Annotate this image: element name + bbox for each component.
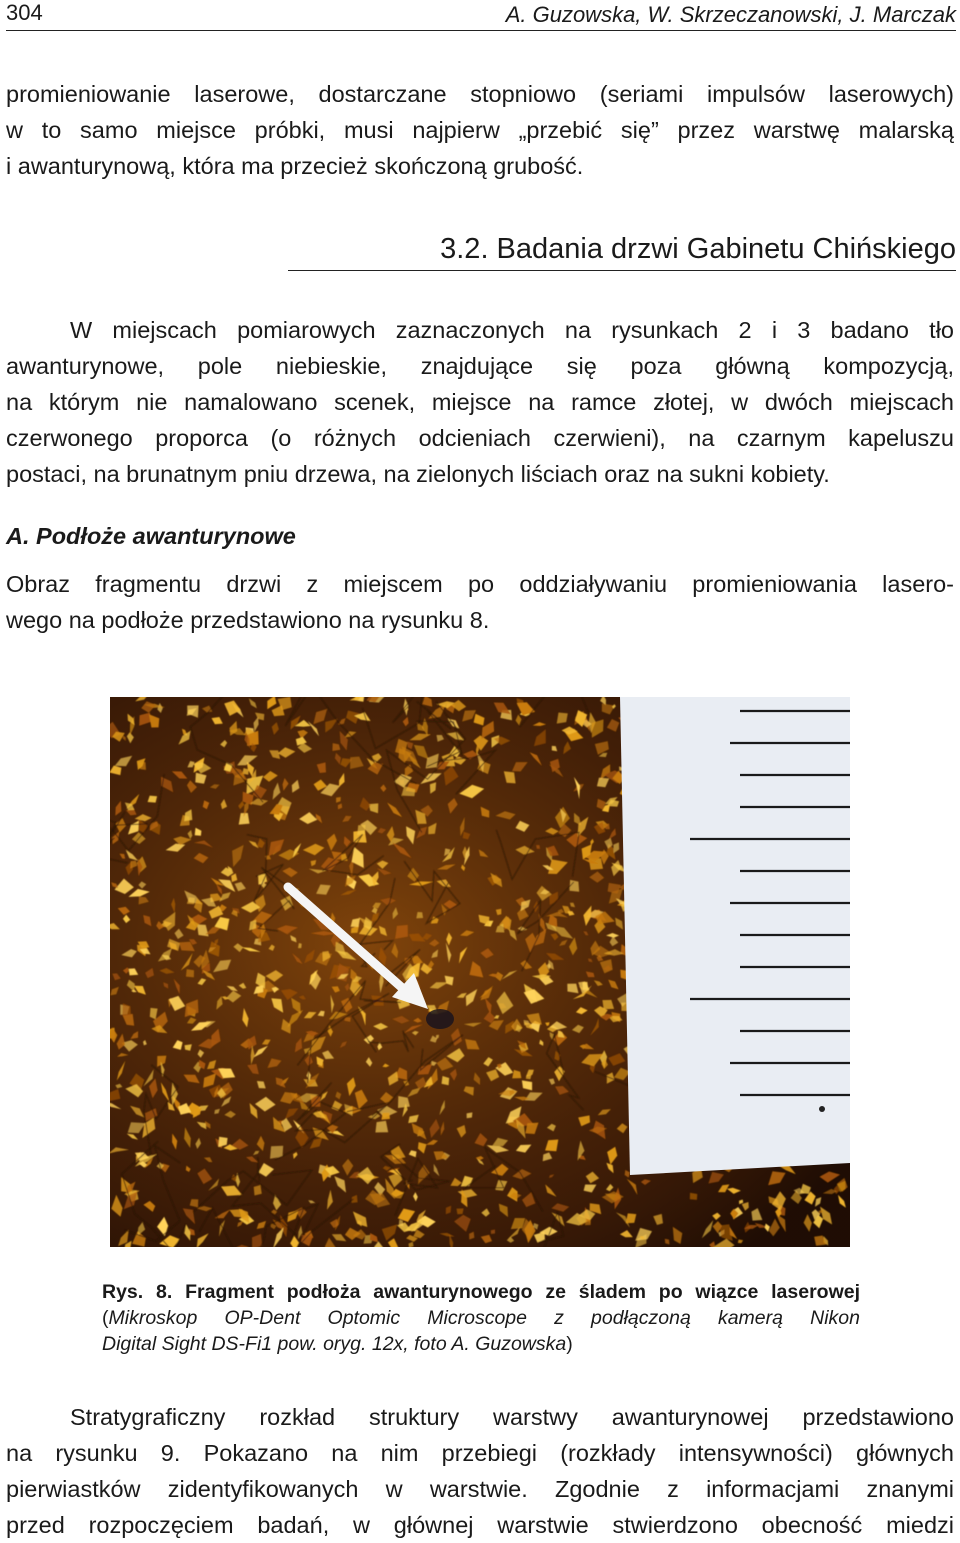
micrograph-figure: [110, 697, 850, 1247]
section-heading: [288, 228, 956, 271]
text-line: na którym nie namalowano scenek, miejsce na ramce złotej, w dwóch miejscach: [6, 389, 954, 415]
text-line: promieniowanie laserowe, dostarczane stopniowo (seriami impulsów laserowych): [6, 81, 954, 107]
body-paragraph-3: [6, 1399, 954, 1543]
text-line: W miejscach pomiarowych zaznaczonych na rysunkach 2 i 3 badano tło: [70, 317, 954, 343]
aventurine-flake: [557, 713, 568, 724]
text-line: Obraz fragmentu drzwi z miejscem po oddziaływaniu promieniowania lasero-: [6, 571, 954, 597]
aventurine-flake: [381, 1113, 390, 1120]
text-line: czerwonego proporca (o różnych odcieniach czerwieni), na czarnym kapeluszu: [6, 425, 954, 451]
text-line: przed rozpoczęciem badań, w głównej warstwie stwierdzono obecność miedzi: [6, 1512, 954, 1538]
caption-detail-1: Mikroskop OP-Dent Optomic Microscope z podłączoną kamerą Nikon: [108, 1307, 860, 1329]
laser-spot: [426, 1009, 454, 1029]
aventurine-flake: [395, 925, 408, 939]
micrograph-photo: [110, 697, 850, 1247]
text-line: wego na podłoże przedstawiono na rysunku 8.: [6, 607, 490, 633]
text-line: postaci, na brunatnym pniu drzewa, na zielonych liściach oraz na sukni kobiety.: [6, 461, 830, 487]
figure-caption: [102, 1279, 860, 1357]
aventurine-flake: [690, 1193, 698, 1200]
aventurine-flake: [467, 1112, 473, 1118]
aventurine-flake: [457, 1208, 464, 1214]
caption-line-3: Digital Sight DS-Fi1 pow. oryg. 12x, foto A. Guzowska): [102, 1333, 573, 1355]
caption-line-2: (Mikroskop OP-Dent Optomic Microscope z podłączoną kamerą Nikon: [102, 1307, 860, 1329]
running-head: A. Guzowska, W. Skrzeczanowski, J. Marczak: [505, 2, 956, 27]
subsection-heading: A. Podłoże awanturynowe: [6, 523, 296, 549]
caption-label: Rys. 8.: [102, 1281, 173, 1303]
body-paragraph-2: [6, 566, 954, 638]
text-line: Stratygraficzny rozkład struktury warstwy awanturynowej przedstawiono: [70, 1404, 954, 1430]
page-number: 304: [6, 0, 43, 25]
measuring-scale: [620, 697, 850, 1175]
body-paragraph-1: [6, 312, 954, 492]
text-line: w to samo miejsce próbki, musi najpierw „przebić się” przez warstwę malarską: [6, 117, 954, 143]
aventurine-flake: [186, 969, 194, 977]
intro-paragraph: [6, 76, 954, 184]
text-line: pierwiastków zidentyfikowanych w warstwie. Zgodnie z informacjami znanymi: [6, 1476, 954, 1502]
aventurine-flake: [357, 825, 365, 835]
caption-detail-2: Digital Sight DS-Fi1 pow. oryg. 12x, foto A. Guzowska: [102, 1333, 567, 1355]
text-line: awanturynowe, pole niebieskie, znajdujące się poza główną kompozycją,: [6, 353, 954, 379]
text-line: i awanturynową, która ma przecież skończoną grubość.: [6, 153, 584, 179]
aventurine-flake: [536, 845, 540, 849]
page-header: [6, 0, 956, 31]
caption-line-1: [102, 1279, 860, 1305]
text-line: na rysunku 9. Pokazano na nim przebiegi (rozkłady intensywności) głównych: [6, 1440, 954, 1466]
section-title: 3.2. Badania drzwi Gabinetu Chińskiego: [440, 233, 956, 265]
caption-title: Fragment podłoża awanturynowego ze śladem po wiązce laserowej: [185, 1281, 860, 1303]
aventurine-flake: [254, 1185, 262, 1196]
